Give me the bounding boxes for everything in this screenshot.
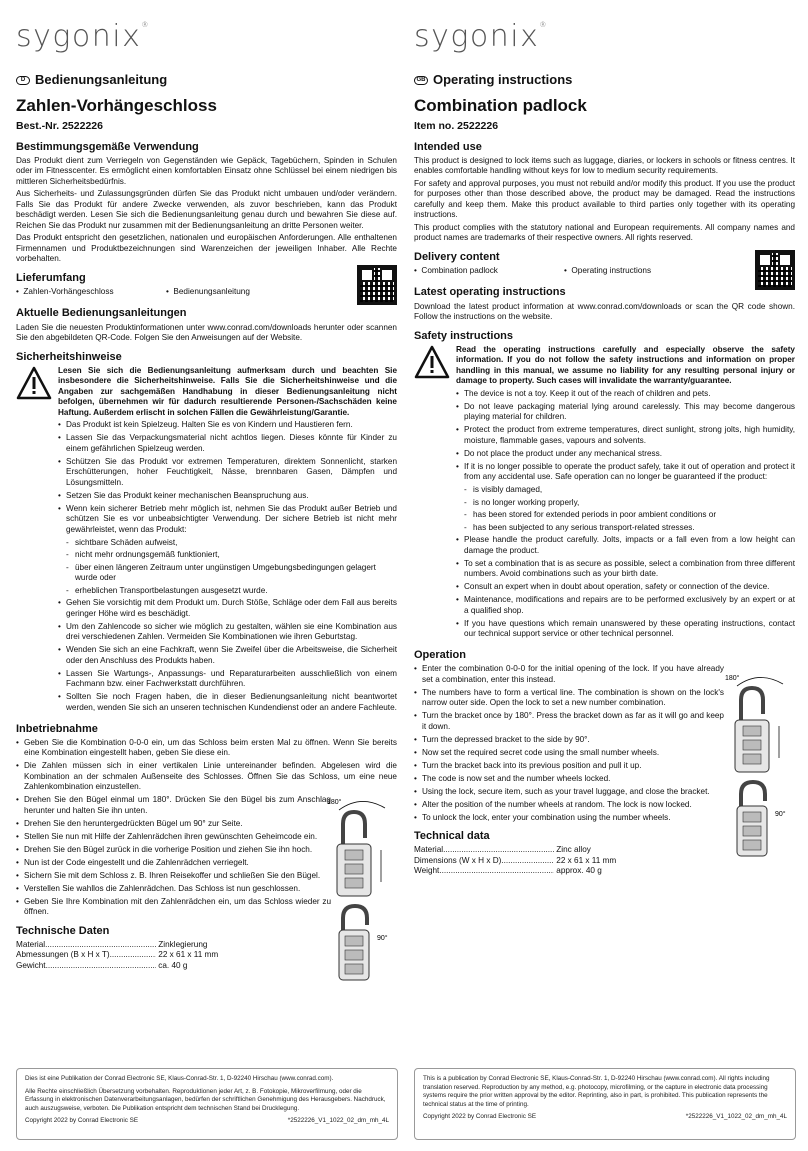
operation-step: • To unlock the lock, enter your combination using the number wheels. bbox=[414, 813, 724, 824]
footer-code: *2522226_V1_1022_02_dm_mh_4L bbox=[685, 1113, 787, 1120]
safety-intro: Read the operating instructions carefully and especially observe the safety information. If you do not follow the safety instructions and information on proper handling in this manual, we assume no liability for any resulting personal injury or damage to property. Such cases will invalidate the warranty/guarantee. bbox=[456, 344, 795, 386]
footer-text: This is a publication by Conrad Electronic SE, Klaus-Conrad-Str. 1, D-92240 Hirschau (www.conrad.com). All rights including translation reserved. Reproduction by any method, e.g. photocopy, microfilming, or the capture in electronic data processing systems require the prior written approval by the editor. Reprinting, also in part, is prohibited. This publication represents the technical status at the time of printing. bbox=[423, 1075, 770, 1108]
product-title: Combination padlock bbox=[414, 95, 587, 115]
tech-data-row: Material ..... Zinklegierung bbox=[16, 940, 397, 951]
operation-step: • Now set the required secret code using the small number wheels. bbox=[414, 748, 724, 759]
tech-data-heading: Technische Daten bbox=[16, 924, 110, 937]
tech-data-row: Material ..... Zinc alloy bbox=[414, 845, 795, 856]
operation-step: • Sichern Sie mit dem Schloss z. B. Ihren Reisekoffer und schließen Sie den Bügel. bbox=[16, 871, 331, 882]
qr-code-icon bbox=[357, 265, 397, 305]
warning-triangle-icon bbox=[16, 366, 52, 402]
operation-step: • The numbers have to form a vertical line. The combination is shown on the lock's narrow outer side. Open the lock to set a new number combination. bbox=[414, 688, 724, 709]
operation-step: • Alter the position of the number wheels at random. The lock is now locked. bbox=[414, 800, 724, 811]
operation-step: • Geben Sie die Kombination 0-0-0 ein, um das Schloss beim ersten Mal zu öffnen. Wenn Sie bereits eine Kombination eingestellt haben, geben Sie diese ein. bbox=[16, 738, 397, 759]
padlock-illustration bbox=[325, 790, 397, 990]
safety-item: • If it is no longer possible to operate the product safely, take it out of operation and protect it from any accidental use. Safe operation can no longer be guaranteed if the product: bbox=[456, 462, 795, 483]
operation-step: • Drehen Sie den Bügel einmal um 180°. Drücken Sie den Bügel bis zum Anschlag herunter und halten Sie ihn unten. bbox=[16, 795, 331, 816]
tech-data-row: Weight ..... approx. 40 g bbox=[414, 866, 795, 877]
intended-use-text: For safety and approval purposes, you must not rebuild and/or modify this product. If you use the product for purposes other than those described above, the product may be damaged. Read the instructions carefully and keep them. Make this product available to third parties only together with its operating instructions. bbox=[414, 178, 795, 220]
warning-triangle-icon bbox=[414, 345, 450, 381]
operation-step: • Die Zahlen müssen sich in einer vertikalen Linie untereinander befinden. Abgelesen wird die Kombination an der schmalen Außenseite des Schlosses. Öffnen Sie das Schloss, um eine neue Zahlenkombination einzustellen. bbox=[16, 761, 397, 793]
svg-text:180°: 180° bbox=[725, 675, 740, 683]
operation-step: • Turn the bracket back into its previous position and pull it up. bbox=[414, 761, 724, 772]
brand-logo: sygonix® bbox=[414, 19, 548, 54]
latest-instructions-text: Download the latest product information at www.conrad.com/downloads or scan the QR code shown. Follow the instructions on the website. bbox=[414, 301, 795, 322]
delivery-item: • Bedienungsanleitung bbox=[166, 286, 250, 296]
english-column bbox=[414, 0, 795, 877]
operation-step: • Drehen Sie den Bügel zurück in die vorherige Position und ziehen Sie ihn hoch. bbox=[16, 845, 331, 856]
language-badge: D bbox=[16, 76, 30, 85]
safety-item: • Consult an expert when in doubt about operation, safety or connection of the device. bbox=[456, 582, 795, 593]
latest-instructions-text: Laden Sie die neuesten Produktinformationen unter www.conrad.com/downloads herunter oder scannen Sie den abgebildeten QR-Code. Folgen Sie den Anweisungen auf der Website. bbox=[16, 322, 397, 343]
operation-step: • Turn the depressed bracket to the side by 90°. bbox=[414, 735, 724, 746]
safety-item: • Lassen Sie das Verpackungsmaterial nicht achtlos liegen. Dieses könnte für Kinder zu einem gefährlichen Spielzeug werden. bbox=[58, 433, 397, 454]
operation-step: • The code is now set and the number wheels locked. bbox=[414, 774, 724, 785]
delivery-heading: Delivery content bbox=[414, 250, 500, 263]
qr-code-icon bbox=[755, 250, 795, 290]
svg-text:180°: 180° bbox=[327, 798, 342, 806]
german-column bbox=[16, 0, 397, 971]
intended-use-text: This product is designed to lock items such as luggage, diaries, or lockers in schools or fitness centres. It enables comfortable handling without keys for low to medium security requirements. bbox=[414, 155, 795, 176]
operation-step: • Turn the bracket once by 180°. Press the bracket down as far as it will go and keep it down. bbox=[414, 711, 724, 732]
safety-subitem: - has been stored for extended periods in poor ambient conditions or bbox=[464, 510, 795, 521]
tech-data-row: Dimensions (W x H x D) ..... 22 x 61 x 11 mm bbox=[414, 856, 795, 867]
svg-text:90°: 90° bbox=[775, 811, 786, 819]
footer-de bbox=[16, 1068, 398, 1140]
safety-item: • Protect the product from extreme temperatures, direct sunlight, strong jolts, high humidity, moisture, flammable gases, vapours and solvents. bbox=[456, 425, 795, 446]
safety-subitem: - erheblichen Transportbelastungen ausgesetzt wurde. bbox=[66, 586, 397, 597]
item-number: Best.-Nr. 2522226 bbox=[16, 120, 103, 133]
safety-heading: Sicherheitshinweise bbox=[16, 350, 122, 363]
doc-kind-heading: GB Operating instructions bbox=[414, 72, 795, 89]
intended-use-heading: Bestimmungsgemäße Verwendung bbox=[16, 140, 199, 153]
footer-en bbox=[414, 1068, 796, 1140]
safety-subitem: - nicht mehr ordnungsgemäß funktioniert, bbox=[66, 550, 397, 561]
footer-copyright: Copyright 2022 by Conrad Electronic SE bbox=[25, 1117, 139, 1124]
safety-item: • Do not leave packaging material lying around carelessly. This may become dangerous playing material for children. bbox=[456, 402, 795, 423]
safety-block bbox=[16, 366, 397, 716]
intended-use-text: Aus Sicherheits- und Zulassungsgründen dürfen Sie das Produkt nicht umbauen und/oder verändern. Falls Sie das Produkt für andere Zwecke verwenden, als zuvor beschrieben, kann das Produkt beschädigt werden. Lesen Sie sich die Bedienungsanleitung genau durch und bewahren Sie diese auf. Reichen Sie das Produkt nur zusammen mit der Bedienungsanleitung an dritte Personen weiter. bbox=[16, 189, 397, 230]
safety-subitem: - is no longer working properly, bbox=[464, 498, 795, 509]
safety-item: • Das Produkt ist kein Spielzeug. Halten Sie es von Kindern und Haustieren fern. bbox=[58, 420, 397, 431]
operation-step: • Stellen Sie nun mit Hilfe der Zahlenrädchen ihren gewünschten Geheimcode ein. bbox=[16, 832, 331, 843]
safety-item: • Wenn kein sicherer Betrieb mehr möglich ist, nehmen Sie das Produkt außer Betrieb und schützen Sie es vor unbeabsichtigter Verwendung. Der sichere Betrieb ist nicht mehr gewährleistet, wenn das Produkt: bbox=[58, 504, 397, 536]
footer-code: *2522226_V1_1022_02_dm_mh_4L bbox=[287, 1117, 389, 1124]
latest-instructions-heading: Latest operating instructions bbox=[414, 286, 566, 299]
safety-subitem: - is visibly damaged, bbox=[464, 485, 795, 496]
operation-list bbox=[414, 664, 724, 823]
delivery-list bbox=[16, 287, 397, 298]
intended-use-text: Das Produkt entspricht den gesetzlichen, nationalen und europäischen Anforderungen. Alle enthaltenen Firmennamen und Produktbezeichnungen sind Warenzeichen der jeweiligen Inhaber. Alle Rechte vorbehalten. bbox=[16, 233, 397, 264]
safety-item: • Schützen Sie das Produkt vor extremen Temperaturen, direktem Sonnenlicht, starken Erschütterungen, hoher Feuchtigkeit, Nässe, brennbaren Gasen, Dämpfen und Lösungsmitteln. bbox=[58, 457, 397, 489]
safety-item: • Sollten Sie noch Fragen haben, die in dieser Bedienungsanleitung nicht beantwortet werden, wenden Sie sich an unseren technischen Kundendienst oder an andere Fachleute. bbox=[58, 692, 397, 713]
safety-item: • Um den Zahlencode so sicher wie möglich zu gestalten, wählen sie eine Kombination aus drei verschiedenen Zahlen. Vermeiden Sie Kombinationen wie ihren Geburtstag. bbox=[58, 622, 397, 643]
svg-text:90°: 90° bbox=[377, 934, 388, 942]
safety-item: • Lassen Sie Wartungs-, Anpassungs- und Reparaturarbeiten ausschließlich von einem Fachmann bzw. einer Fachwerkstatt durchführen. bbox=[58, 669, 397, 690]
delivery-item: • Zahlen-Vorhängeschloss bbox=[16, 286, 114, 296]
safety-subitem: - has been subjected to any serious transport-related stresses. bbox=[464, 523, 795, 534]
operation-heading: Operation bbox=[414, 649, 466, 662]
safety-item: • Maintenance, modifications and repairs are to be performed exclusively by an expert or at a qualified shop. bbox=[456, 595, 795, 616]
intended-use-text: Das Produkt dient zum Verriegeln von Gegenständen wie Gepäck, Tagebüchern, Spinden in Schulen oder im Fitnesscenter. Es ermöglicht einen komfortablen Einsatz ohne Schlüssel bei einem niedrigen bis mittleren Sicherheitsbedürfnis. bbox=[16, 155, 397, 186]
tech-data-heading: Technical data bbox=[414, 830, 490, 843]
safety-item: • Setzen Sie das Produkt keiner mechanischen Beanspruchung aus. bbox=[58, 491, 397, 502]
footer-text: Dies ist eine Publikation der Conrad Electronic SE, Klaus-Conrad-Str. 1, D-92240 Hirschau (www.conrad.com). bbox=[25, 1075, 334, 1082]
safety-subitem: - über einen längeren Zeitraum unter ungünstigen Umgebungsbedingungen gelagert wurde oder bbox=[66, 563, 397, 584]
operation-step: • Verstellen Sie wahllos die Zahlenrädchen. Das Schloss ist nun geschlossen. bbox=[16, 884, 331, 895]
operation-step: • Geben Sie Ihre Kombination mit den Zahlenrädchen ein, um das Schloss wieder zu öffnen. bbox=[16, 897, 331, 918]
delivery-heading: Lieferumfang bbox=[16, 271, 86, 284]
safety-item: • Do not place the product under any mechanical stress. bbox=[456, 449, 795, 460]
safety-item: • Wenden Sie sich an eine Fachkraft, wenn Sie Zweifel über die Arbeitsweise, die Sicherheit oder den Anschluss des Produkts haben. bbox=[58, 645, 397, 666]
footer-copyright: Copyright 2022 by Conrad Electronic SE bbox=[423, 1113, 537, 1120]
language-badge: GB bbox=[414, 76, 428, 85]
operation-step: • Using the lock, secure item, such as your travel luggage, and close the bracket. bbox=[414, 787, 724, 798]
delivery-item: • Operating instructions bbox=[564, 265, 652, 275]
padlock-illustration bbox=[723, 666, 795, 866]
safety-heading: Safety instructions bbox=[414, 329, 514, 342]
item-number: Item no. 2522226 bbox=[414, 120, 499, 133]
operation-step: • Drehen Sie den heruntergedrückten Bügel um 90° zur Seite. bbox=[16, 819, 331, 830]
brand-logo: sygonix® bbox=[16, 19, 150, 54]
intended-use-text: This product complies with the statutory national and European requirements. All company names and product names are trademarks of their respective owners. All rights reserved. bbox=[414, 222, 795, 243]
delivery-item: • Combination padlock bbox=[414, 265, 498, 275]
product-title: Zahlen-Vorhängeschloss bbox=[16, 95, 217, 115]
safety-item: • To set a combination that is as secure as possible, select a combination from three different numbers. Avoid combinations such as your birth date. bbox=[456, 559, 795, 580]
doc-kind-heading: D Bedienungsanleitung bbox=[16, 72, 397, 89]
safety-block bbox=[414, 345, 795, 643]
safety-intro: Lesen Sie sich die Bedienungsanleitung aufmerksam durch und beachten Sie insbesondere die Sicherheitshinweise. Falls Sie die Sicherheitshinweise und die Angaben zur sachgemäßen Handhabung in dieser Bedienungsanleitung nicht befolgen, übernehmen wir für dadurch resultierende Personen-/Sachschäden keine Haftung. Außerdem erlischt in solchen Fällen die Gewährleistung/Garantie. bbox=[58, 365, 397, 417]
safety-item: • Please handle the product carefully. Jolts, impacts or a fall even from a low height can damage the product. bbox=[456, 535, 795, 556]
delivery-list bbox=[414, 266, 795, 277]
safety-item: • If you have questions which remain unanswered by these operating instructions, contact our technical support service or other technical personnel. bbox=[456, 619, 795, 640]
operation-step: • Nun ist der Code eingestellt und die Zahlenrädchen verriegelt. bbox=[16, 858, 331, 869]
tech-data-row: Abmessungen (B x H x T) ..... 22 x 61 x 11 mm bbox=[16, 950, 397, 961]
operation-step: • Enter the combination 0-0-0 for the initial opening of the lock. If you have already set a combination, enter this instead. bbox=[414, 664, 724, 685]
intended-use-heading: Intended use bbox=[414, 140, 482, 153]
safety-subitem: - sichtbare Schäden aufweist, bbox=[66, 538, 397, 549]
latest-instructions-heading: Aktuelle Bedienungsanleitungen bbox=[16, 307, 187, 320]
footer-text: Alle Rechte einschließlich Übersetzung vorbehalten. Reproduktionen jeder Art, z. B. Fotokopie, Mikroverfilmung, oder die Erfassung in elektronischen Datenverarbeitungsanlagen, bedürfen der schriftlichen Genehmigung des Herausgebers. Nachdruck, auch auszugsweise, verboten. Die Publikation entspricht dem technischen Stand bei Drucklegung. bbox=[25, 1087, 386, 1112]
safety-item: • The device is not a toy. Keep it out of the reach of children and pets. bbox=[456, 389, 795, 400]
operation-heading: Inbetriebnahme bbox=[16, 722, 98, 735]
tech-data-row: Gewicht ..... ca. 40 g bbox=[16, 961, 397, 972]
safety-item: • Gehen Sie vorsichtig mit dem Produkt um. Durch Stöße, Schläge oder dem Fall aus bereits geringer Höhe wird es beschädigt. bbox=[58, 598, 397, 619]
